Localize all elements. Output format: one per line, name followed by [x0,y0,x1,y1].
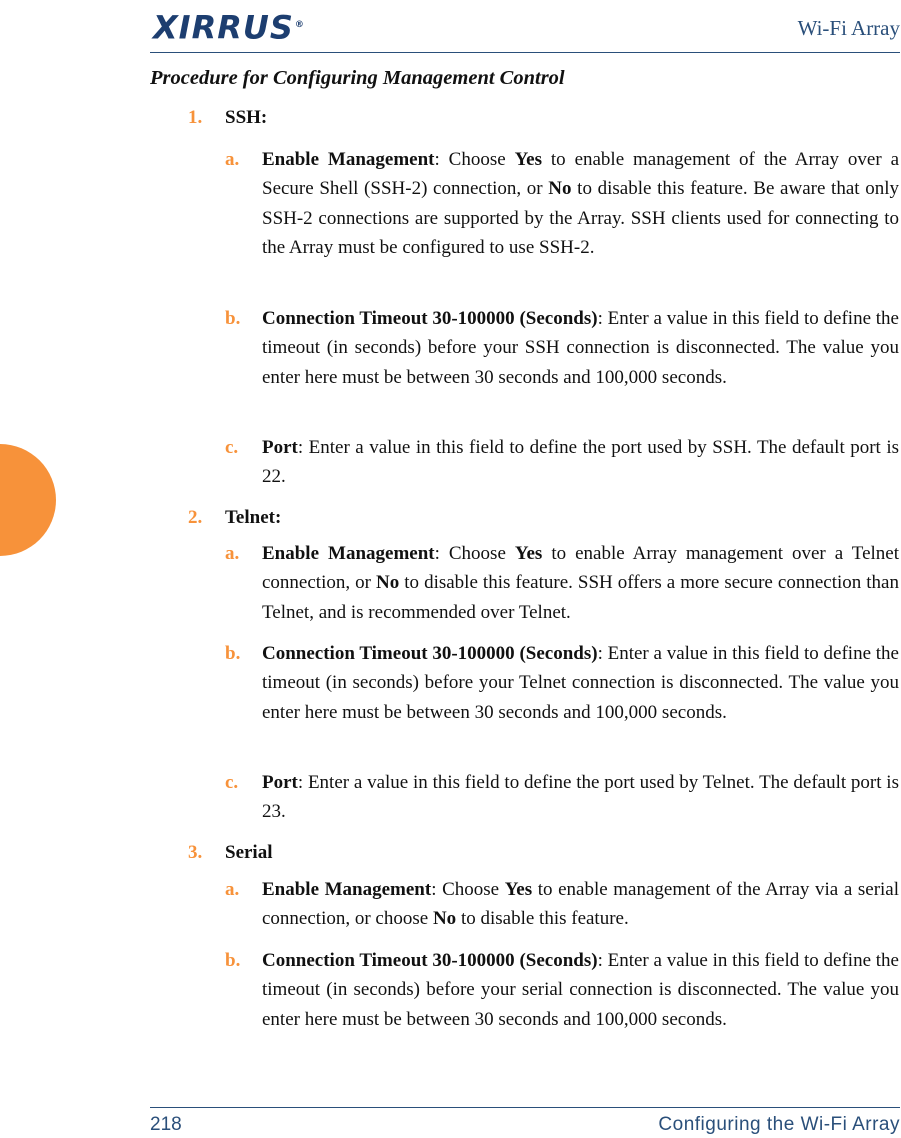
xirrus-logo: XIRRUS® [153,8,305,47]
list-sub-item: a. Enable Management: Choose Yes to enable management of the Array over a Secure Shell (SSH-2) connection, or No to disable this feature. Be aware that only SSH-2 connections are supported by the Array. SSH clients used for connecting to the Array must be configured to use SSH-2. [225,149,899,262]
sub-item-text: Enable Management: Choose Yes to enable management of the Array over a Secure Shell (SSH-2) connection, or No to disable this feature. Be aware that only SSH-2 connections are supported by the Array. SSH clients used for connecting to the Array must be configured to use SSH-2. [262,149,900,258]
sub-item-text: Enable Management: Choose Yes to enable Array management over a Telnet connection, or No to disable this feature. SSH offers a more secure connection than Telnet, and is recommended over Telnet. [262,543,900,623]
list-sub-item: c. Port: Enter a value in this field to define the port used by SSH. The default port is 22. [225,437,899,492]
sub-item-text: Connection Timeout 30-100000 (Seconds): Enter a value in this field to define the timeout (in seconds) before your Telnet connection is disconnected. The value you enter here must be between 30 seconds and 100,000 seconds. [262,643,899,723]
sub-item-text: Connection Timeout 30-100000 (Seconds): Enter a value in this field to define the timeout (in seconds) before your serial connection is disconnected. The value you enter here must be between 30 seconds and 100,000 seconds. [262,950,899,1030]
list-item-heading: 1. SSH: [188,107,268,128]
list-sub-item: a. Enable Management: Choose Yes to enable management of the Array via a serial connection, or choose No to disable this feature. [225,879,899,934]
list-sub-item: b. Connection Timeout 30-100000 (Seconds): Enter a value in this field to define the timeout (in seconds) before your Telnet connection is disconnected. The value you enter here must be between 30 seconds and 100,000 seconds. [225,643,899,727]
sub-item-text: Port: Enter a value in this field to define the port used by SSH. The default port is 22. [262,437,899,488]
page-footer [150,1107,900,1138]
list-item-heading: 2. Telnet: [188,507,282,528]
sub-item-text: Port: Enter a value in this field to define the port used by Telnet. The default port is 23. [262,772,899,823]
page-number: 218 [150,1114,182,1135]
header-title: Wi-Fi Array [797,16,900,40]
list-sub-item: c. Port: Enter a value in this field to define the port used by Telnet. The default port is 23. [225,772,899,827]
list-item-heading: 3. Serial [188,842,273,863]
sub-item-text: Enable Management: Choose Yes to enable management of the Array via a serial connection, or choose No to disable this feature. [262,879,900,930]
list-sub-item: a. Enable Management: Choose Yes to enable Array management over a Telnet connection, or No to disable this feature. SSH offers a more secure connection than Telnet, and is recommended over Telnet. [225,543,899,627]
chapter-tab-marker [0,444,56,556]
list-sub-item: b. Connection Timeout 30-100000 (Seconds): Enter a value in this field to define the timeout (in seconds) before your serial connection is disconnected. The value you enter here must be between 30 seconds and 100,000 seconds. [225,950,899,1034]
sub-item-text: Connection Timeout 30-100000 (Seconds): Enter a value in this field to define the timeout (in seconds) before your SSH connection is disconnected. The value you enter here must be between 30 seconds and 100,000 seconds. [262,308,899,388]
list-sub-item: b. Connection Timeout 30-100000 (Seconds): Enter a value in this field to define the timeout (in seconds) before your SSH connection is disconnected. The value you enter here must be between 30 seconds and 100,000 seconds. [225,308,899,392]
page-header [150,0,900,53]
footer-title: Configuring the Wi-Fi Array [658,1114,900,1135]
section-title: Procedure for Configuring Management Control [150,67,565,89]
